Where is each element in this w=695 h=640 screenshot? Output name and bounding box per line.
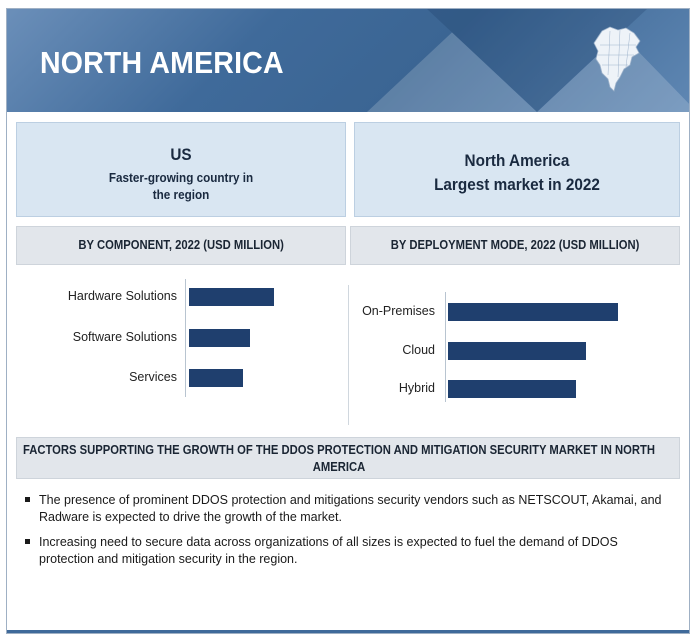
deployment-bar-hybrid [448,380,576,398]
header-banner [7,9,689,112]
deployment-section-title: BY DEPLOYMENT MODE, 2022 (USD MILLION) [390,238,640,252]
deployment-label-cloud: Cloud [402,343,435,357]
us-card-line1: Faster-growing country in [108,170,254,185]
component-label-services: Services [129,370,177,384]
bottom-border [7,630,689,633]
component-bar-software [189,329,250,347]
factor-text-2: Increasing need to secure data across organizations of all sizes is expected to fuel the demand of DDOS protection and mitigation security in the region. [39,535,618,566]
component-section-header [16,226,346,265]
component-label-hardware: Hardware Solutions [67,289,177,303]
deployment-bar-cloud [448,342,586,360]
deployment-section-header [350,226,680,265]
us-card-line2: the region [152,187,210,202]
page-title: NORTH AMERICA [40,45,284,80]
component-bar-hardware [189,288,274,306]
bullet-icon [25,497,30,502]
list-item [25,492,675,526]
list-item [25,534,675,568]
component-bar-services [189,369,243,387]
deployment-label-hybrid: Hybrid [398,381,435,395]
component-chart-axis [185,279,186,397]
north-america-map-icon [592,25,644,97]
us-card [16,122,346,217]
deployment-label-onpremises: On-Premises [362,304,435,318]
infographic-frame [6,8,690,634]
factors-header [16,437,680,479]
factors-title: FACTORS SUPPORTING THE GROWTH OF THE DDOS PROTECTION AND MITIGATION SECURITY MARKET IN NORTH AMERICA [22,443,656,474]
chart-divider [348,285,349,425]
component-label-software: Software Solutions [72,330,177,344]
na-card-line2: Largest market in 2022 [434,175,600,194]
north-america-card [354,122,680,217]
deployment-bar-onpremises [448,303,618,321]
factor-text-1: The presence of prominent DDOS protection and mitigations security vendors such as NETSCOUT, Akamai, and Radware is expected to drive the growth of the market. [39,493,662,524]
deployment-chart-axis [445,292,446,402]
factors-list [25,492,675,576]
na-card-line1: North America [464,151,570,170]
component-section-title: BY COMPONENT, 2022 (USD MILLION) [78,238,284,252]
bullet-icon [25,539,30,544]
us-card-title: US [170,145,192,164]
